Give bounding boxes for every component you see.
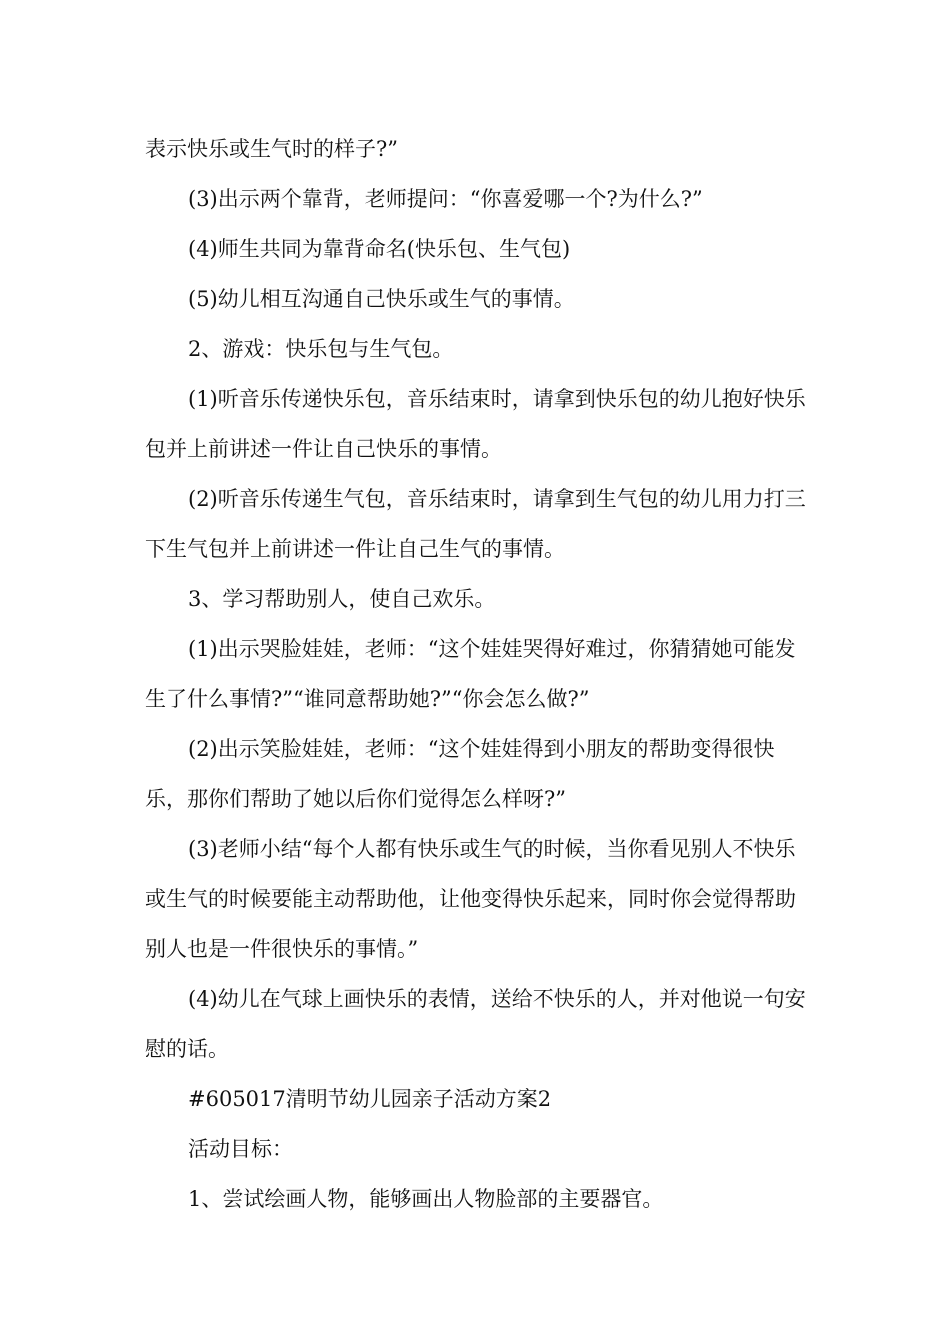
paragraph-continuation: 表示快乐或生气时的样子?” (145, 137, 398, 161)
document-body (145, 124, 810, 1224)
plan-title: #605017清明节幼儿园亲子活动方案2 (188, 1087, 552, 1111)
section-heading-game: 2、游戏：快乐包与生气包。 (188, 337, 454, 361)
section-heading-helping: 3、学习帮助别人，使自己欢乐。 (188, 587, 496, 611)
paragraph-step-5-share-feelings: (5)幼儿相互沟通自己快乐或生气的事情。 (188, 287, 575, 311)
paragraph-smiling-doll: (2)出示笑脸娃娃，老师：“这个娃娃得到小朋友的帮助变得很快乐，那你们帮助了她以后你们觉得怎么样呀?” (145, 737, 775, 811)
paragraph-step-3-show-cushions: (3)出示两个靠背，老师提问：“你喜爱哪一个?为什么?” (188, 187, 703, 211)
paragraph-objective-1: 1、尝试绘画人物，能够画出人物脸部的主要器官。 (188, 1187, 664, 1211)
paragraph-game-happy-bag: (1)听音乐传递快乐包，音乐结束时，请拿到快乐包的幼儿抱好快乐包并上前讲述一件让自己快乐的事情。 (145, 387, 806, 461)
paragraph-balloon-drawing: (4)幼儿在气球上画快乐的表情，送给不快乐的人，并对他说一句安慰的话。 (145, 987, 806, 1061)
paragraph-crying-doll: (1)出示哭脸娃娃，老师：“这个娃娃哭得好难过，你猜猜她可能发生了什么事情?”“谁同意帮助她?”“你会怎么做?” (145, 637, 796, 711)
section-heading-objectives: 活动目标： (188, 1137, 293, 1161)
paragraph-teacher-summary: (3)老师小结“每个人都有快乐或生气的时候，当你看见别人不快乐或生气的时候要能主动帮助他，让他变得快乐起来，同时你会觉得帮助别人也是一件很快乐的事情。” (145, 837, 796, 961)
paragraph-game-angry-bag: (2)听音乐传递生气包，音乐结束时，请拿到生气包的幼儿用力打三下生气包并上前讲述一件让自己生气的事情。 (145, 487, 806, 561)
paragraph-step-4-name-cushions: (4)师生共同为靠背命名(快乐包、生气包) (188, 237, 571, 261)
